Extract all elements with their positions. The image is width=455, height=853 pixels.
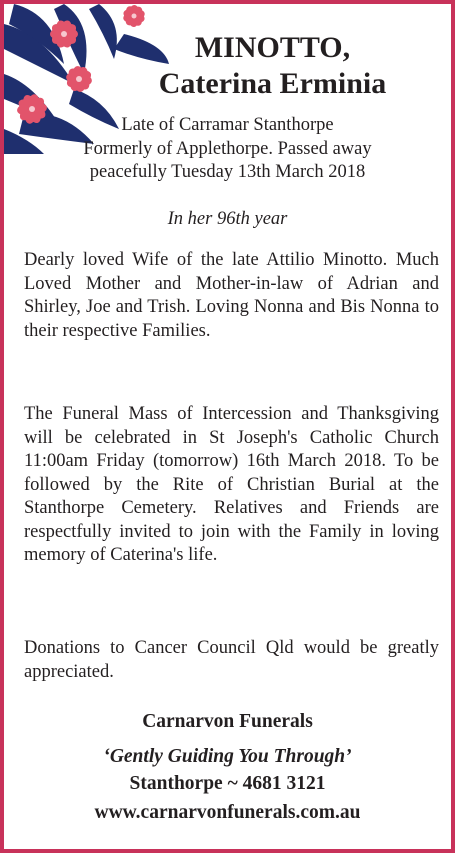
funeral-home-name: Carnarvon Funerals: [142, 711, 313, 732]
residence-line: peacefully Tuesday 13th March 2018: [89, 162, 366, 182]
family-paragraph: Dearly loved Wife of the late Attilio Minotto. Much Loved Mother and Mother-in-law of Adrian and Shirley, Joe and Trish. Loving Nonna and Bis Nonna to their respective Families.: [24, 250, 439, 341]
age-line: In her 96th year: [167, 209, 288, 229]
funeral-paragraph: The Funeral Mass of Intercession and Thanksgiving will be celebrated in St Joseph's Catholic Church 11:00am Friday (tomorrow) 16th March 2018. To be followed by the Rite of Christian Burial at the Stanthorpe Cemetery. Relatives and Friends are respectfully invited to join with the Family in loving memory of Caterina's life.: [24, 404, 439, 565]
residence-block: [34, 114, 421, 185]
residence-line: Late of Carramar Stanthorpe: [121, 115, 334, 135]
funeral-home-slogan: ‘Gently Guiding You Through’: [103, 746, 352, 767]
surname: MINOTTO,: [194, 31, 351, 64]
given-names: Caterina Erminia: [158, 67, 387, 100]
funeral-home-website[interactable]: www.carnarvonfunerals.com.au: [94, 802, 361, 823]
donations-paragraph: Donations to Cancer Council Qld would be greatly appreciated.: [24, 638, 439, 682]
deceased-name: [94, 30, 451, 102]
funeral-home-phone: Stanthorpe ~ 4681 3121: [129, 773, 326, 794]
residence-line: Formerly of Applethorpe. Passed away: [83, 138, 372, 159]
